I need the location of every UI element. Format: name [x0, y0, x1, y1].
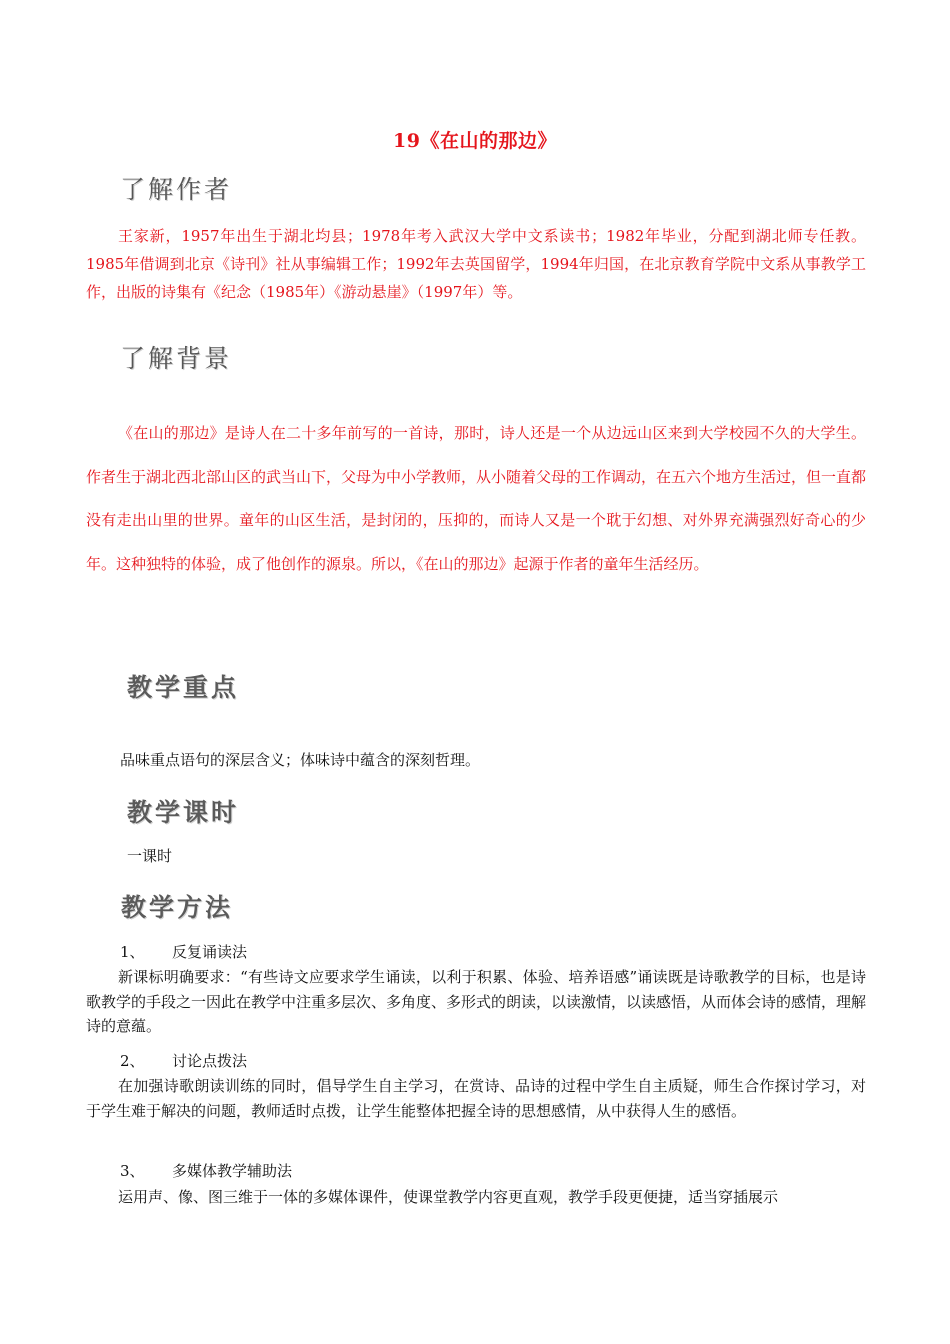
method-item-3-title	[120, 1160, 292, 1181]
method-item-3-number: 3、	[120, 1162, 145, 1180]
method-item-3-text: 运用声、像、图三维于一体的多媒体课件，使课堂教学内容更直观，教学手段更便捷，适当穿插展示	[118, 1188, 779, 1206]
heading-hours: 教学课时	[127, 798, 240, 827]
author-paragraph: 王家新，1957年出生于湖北均县；1978年考入武汉大学中文系读书；1982年毕业，分配到湖北师专任教。1985年借调到北京《诗刊》社从事编辑工作；1992年去英国留学，1994年归国，在北京教育学院中文系从事教学工作，出版的诗集有《纪念（1985年）《游动悬崖》（1997年）等。	[86, 227, 866, 301]
method-item-3-label: 多媒体教学辅助法	[172, 1162, 293, 1180]
document-title: 19《在山的那边》	[393, 130, 557, 152]
hours-paragraph: 一课时	[127, 847, 173, 865]
background-paragraph: 《在山的那边》是诗人在二十多年前写的一首诗，那时，诗人还是一个从边远山区来到大学校园不久的大学生。作者生于湖北西北部山区的武当山下，父母为中小学教师，从小随着父母的工作调动，在五六个地方生活过，但一直都没有走出山里的世界。童年的山区生活，是封闭的，压抑的，而诗人又是一个耽于幻想、对外界充满强烈好奇心的少年。这种独特的体验，成了他创作的源泉。所以，《在山的那边》起源于作者的童年生活经历。	[86, 424, 867, 573]
heading-background: 了解背景	[120, 344, 233, 373]
method-item-2-number: 2、	[120, 1052, 145, 1070]
heading-methods: 教学方法	[121, 893, 234, 922]
method-item-2-title	[120, 1050, 247, 1071]
method-item-2-text: 在加强诗歌朗读训练的同时，倡导学生自主学习，在赏诗、品诗的过程中学生自主质疑，师生合作探讨学习，对于学生难于解决的问题，教师适时点拨，让学生能整体把握全诗的思想感情，从中获得人生的感悟。	[86, 1077, 866, 1120]
focus-paragraph: 品味重点语句的深层含义；体味诗中蕴含的深刻哲理。	[120, 751, 481, 769]
method-item-1-label: 反复诵读法	[172, 943, 248, 961]
method-item-1-title	[120, 941, 247, 962]
method-item-1-text: 新课标明确要求：“有些诗文应要求学生诵读，以利于积累、体验、培养语感”诵读既是诗歌教学的目标，也是诗歌教学的手段之一因此在教学中注重多层次、多角度、多形式的朗读，以读激情，以读感悟，从而体会诗的感情，理解诗的意蕴。	[86, 968, 867, 1035]
heading-focus: 教学重点	[127, 673, 240, 702]
method-item-1-number: 1、	[120, 943, 145, 961]
method-item-2-label: 讨论点拨法	[172, 1052, 248, 1070]
heading-author: 了解作者	[120, 175, 233, 204]
